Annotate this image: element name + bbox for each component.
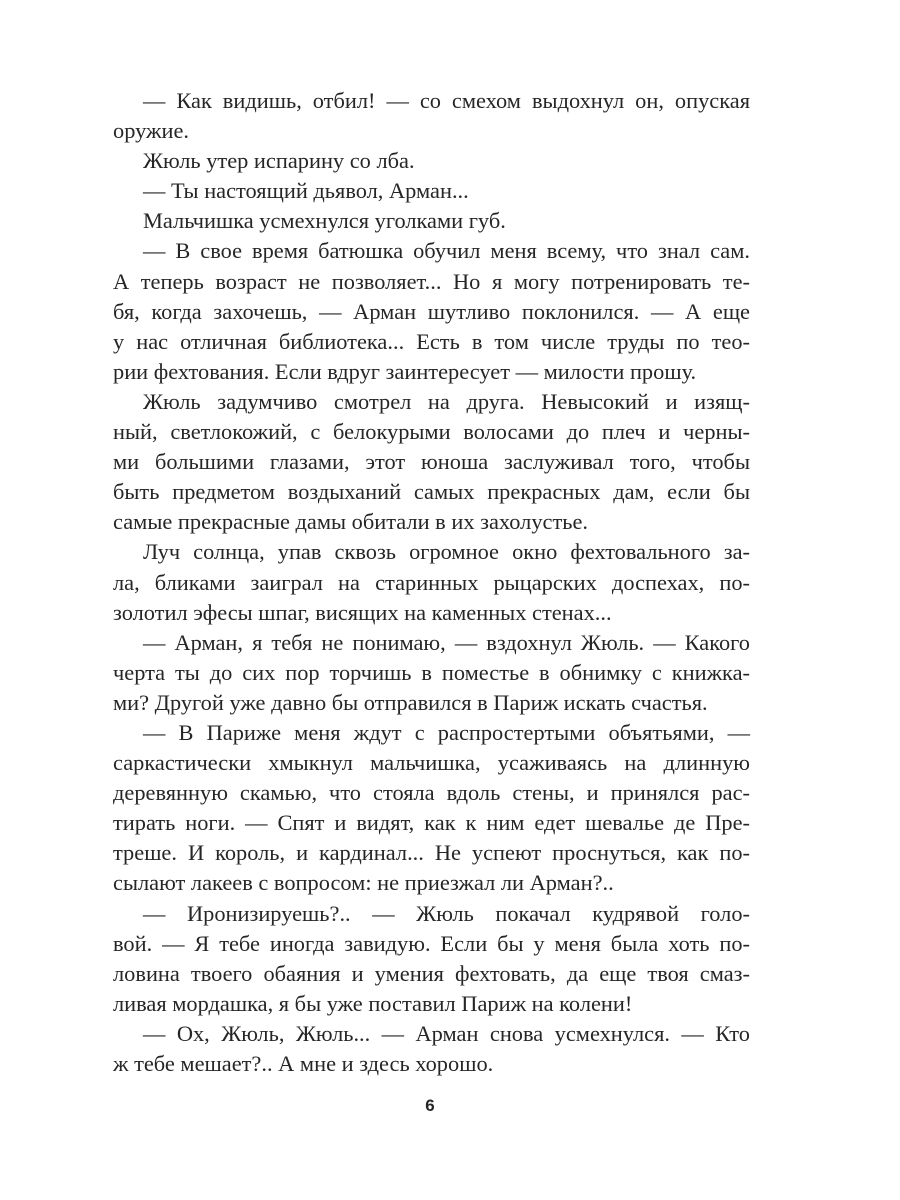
paragraph	[113, 718, 750, 899]
text-line: бя, когда захочешь, — Арман шутливо поклонился. — А еще	[113, 298, 750, 324]
paragraph	[113, 899, 750, 1019]
text-line: — Иронизируешь?.. — Жюль покачал кудрявой голо-	[143, 900, 750, 926]
text-line: — Как видишь, отбил! — со смехом выдохнул он, опуская	[143, 88, 750, 113]
text-line: — В свое время батюшка обучил меня всему, что знал сам.	[143, 238, 750, 264]
text-line: сылают лакеев с вопросом: не приезжал ли Арман?..	[113, 870, 614, 896]
text-line: ми? Другой уже давно бы отправился в Париж искать счастья.	[113, 689, 708, 715]
text-line: черта ты до сих пор торчишь в поместье в обнимку с книжка-	[113, 659, 750, 685]
text-line: оружие.	[113, 118, 189, 144]
text-line: саркастически хмыкнул мальчишка, усаживаясь на длинную	[113, 750, 750, 776]
text-line: — Арман, я тебя не понимаю, — вздохнул Жюль. — Какого	[143, 629, 750, 655]
text-line: ж тебе мешает?.. А мне и здесь хорошо.	[113, 1051, 494, 1076]
page-number: 6	[425, 1096, 435, 1115]
text-line: Жюль утер испарину со лба.	[143, 148, 415, 174]
text-line: золотил эфесы шпаг, висящих на каменных стенах...	[113, 599, 612, 625]
paragraph	[113, 1019, 750, 1079]
text-line: ми большими глазами, этот юноша заслуживал того, чтобы	[113, 449, 750, 475]
text-line: — В Париже меня ждут с распростертыми объятьями, —	[143, 719, 750, 745]
paragraph	[113, 387, 750, 537]
text-line: Луч солнца, упав сквозь огромное окно фехтовального за-	[143, 539, 750, 565]
text-line: у нас отличная библиотека... Есть в том числе труды по тео-	[113, 328, 750, 354]
paragraph	[113, 537, 750, 627]
paragraph	[113, 86, 750, 146]
text-line: — Ты настоящий дьявол, Арман...	[143, 178, 469, 204]
text-line: вой. — Я тебе иногда завидую. Если бы у меня была хоть по-	[113, 930, 750, 956]
paragraph	[113, 236, 750, 386]
text-line: ловина твоего обаяния и умения фехтовать, да еще твоя смаз-	[113, 960, 750, 986]
text-line: тирать ноги. — Спят и видят, как к ним едет шевалье де Пре-	[113, 810, 750, 836]
text-line: ный, светлокожий, с белокурыми волосами до плеч и черны-	[113, 419, 750, 445]
text-line: А теперь возраст не позволяет... Но я могу потренировать те-	[113, 268, 750, 294]
text-line: Жюль задумчиво смотрел на друга. Невысокий и изящ-	[143, 388, 750, 414]
paragraph	[113, 176, 750, 206]
text-line: деревянную скамью, что стояла вдоль стены, и принялся рас-	[113, 780, 750, 806]
text-line: быть предметом воздыханий самых прекрасных дам, если бы	[113, 479, 750, 505]
text-line: самые прекрасные дамы обитали в их захолустье.	[113, 509, 588, 535]
paragraph	[113, 628, 750, 718]
text-line: Мальчишка усмехнулся уголками губ.	[143, 208, 506, 234]
text-line: ливая мордашка, я бы уже поставил Париж на колени!	[113, 990, 633, 1016]
text-line: — Ох, Жюль, Жюль... — Арман снова усмехнулся. — Кто	[143, 1020, 750, 1046]
paragraph	[113, 206, 750, 236]
text-line: ла, бликами заиграл на старинных рыцарских доспехах, по-	[113, 569, 750, 595]
body-text	[113, 86, 750, 1079]
paragraph	[113, 146, 750, 176]
text-line: треше. И король, и кардинал... Не успеют проснуться, как по-	[113, 840, 750, 866]
text-line: рии фехтования. Если вдруг заинтересует — милости прошу.	[113, 358, 697, 384]
